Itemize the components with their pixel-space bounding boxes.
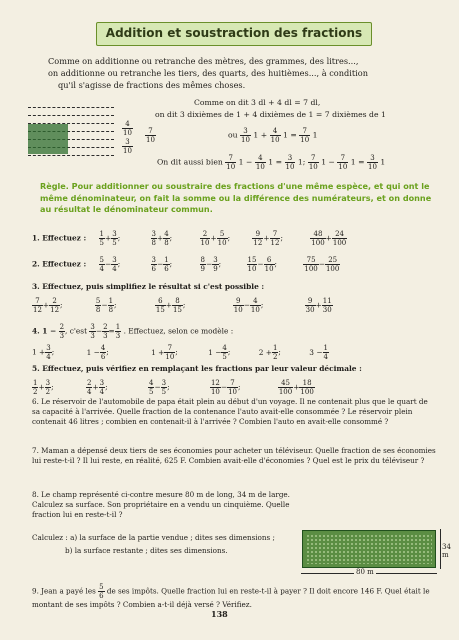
intro-line-2: on additionne ou retranche les tiers, des quarts, des huitièmes..., à condition: [48, 68, 368, 79]
field-width-line: [440, 529, 441, 569]
intro-line-3: qu'il s'agisse de fractions des mêmes choses.: [58, 80, 246, 91]
intro-line-1: Comme on additionne ou retranche des mètres, des grammes, des litres...,: [48, 56, 359, 66]
field-length-label: 80 m: [356, 568, 374, 576]
shaded-fraction-bar: [28, 124, 68, 154]
exercise-3: 3. Effectuez, puis simplifiez le résultat si c'est possible : $\frac{7}{12}$ + $\frac{2}{12}$ ; $\frac{5}{8}$ − $\frac{1}{8}$ ; $\frac{6}{15}$ + $\frac{8}{15}$ ; $\frac{9}{10}$ − $\frac{4}{10}$ ; $\frac{9}{30}$ + $\frac{11}{30}$: [32, 282, 332, 314]
exercise-2: 2. Effectuez : $\frac{5}{4}$ − $\frac{3}{4}$ ; $\frac{3}{6}$ − $\frac{1}{6}$ ; $\frac{8}{9}$ − $\frac{3}{9}$ ; $\frac{15}{10}$ − $\frac{6}{10}$ ; $\frac{75}{100}$ − $\frac{25}{100}$: [32, 256, 340, 273]
left-fractions: 4 10 3 10: [123, 120, 132, 155]
intro-paragraph: [48, 55, 438, 92]
exercise-8c: b) la surface restante ; dites ses dimensions.: [65, 546, 228, 555]
example-line-2: on dit 3 dixièmes de 1 + 4 dixièmes de 1 = 7 dixièmes de 1: [155, 110, 386, 119]
rule-text: Règle. Pour additionner ou soustraire des fractions d'une même espèce, et qui ont le même dénominateur, on fait la somme ou la différence des numérateurs, et on donne au résultat le dénominateur commun.: [40, 181, 432, 215]
exercise-7: 7. Maman a dépensé deux tiers de ses économies pour acheter un téléviseur. Quelle fraction de ses économies lui reste-t-il ? Il lui reste, en réalité, 625 F. Combien avait-elle d'économies ? Quel est le prix du téléviseur ?: [32, 446, 436, 465]
exercise-9: 9. Jean a payé les $\frac{5}{6}$ de ses impôts. Quelle fraction lui en reste-t-il à payer ? Il doit encore 146 F. Quel était le montant de ses impôts ? Combien a-t-il déjà versé ? Vérifiez.: [32, 583, 430, 609]
example-line-3: ou $\frac{3}{10}$ 1 + $\frac{4}{10}$ 1 = $\frac{7}{10}$ 1: [228, 127, 318, 144]
exercise-8a: 8. Le champ représenté ci-contre mesure 80 m de long, 34 m de large. Calculez sa surface. Son propriétaire en a vendu un cinquième. Quelle fraction lui en reste-t-il ?: [32, 490, 290, 519]
page-title: Addition et soustraction des fractions: [105, 26, 363, 40]
exercise-5: 5. Effectuez, puis vérifiez en remplaçant les fractions par leur valeur décimale : $\frac{1}{2}$ + $\frac{3}{2}$ ; $\frac{2}{4}$ + $\frac{3}{4}$ ; $\frac{4}{5}$ − $\frac{3}{5}$ ; $\frac{12}{10}$ − $\frac{7}{10}$ ; $\frac{45}{100}$ + $\frac{18}{100}$: [32, 364, 362, 396]
field-texture: [306, 534, 432, 564]
example-line-1: Comme on dit 3 dl + 4 dl = 7 dl,: [194, 98, 321, 107]
page-number: 138: [211, 609, 228, 619]
field-width-label: 34 m: [442, 543, 451, 559]
exercise-6: 6. Le réservoir de l'automobile de papa était plein au début d'un voyage. Il ne contenait plus que le quart de sa capacité à l'arrivée. Quelle fraction de la contenance l'auto avait-elle consommée ? Le réservoir plein contenait 46 litres ; combien en contenait-il à l'arrivée ? Combien l'auto en avait-elle consommé ?: [32, 397, 428, 426]
exercise-4: 4. 1 − $\frac{2}{3}$ , c'est $\frac{3}{3}$ − $\frac{2}{3}$ = $\frac{1}{3}$ . Effectuez, selon ce modèle : 1 + $\frac{3}{4}$ ; 1 − $\frac{4}{6}$ ; 1 + $\frac{7}{10}$ ; 1 − $\frac{4}{5}$ ; 2 + $\frac{1}{2}$ ; 3 − $\frac{1}{4}$: [32, 323, 328, 361]
example-line-4: On dit aussi bien $\frac{7}{10}$ 1 − $\frac{4}{10}$ 1 = $\frac{3}{10}$ 1; $\frac{7}{10}$ 1 − $\frac{7}{10}$ 1 = $\frac{3}{10}$ 1: [157, 154, 386, 171]
seven-tenths: $\frac{7}{10}$: [146, 127, 155, 144]
exercise-1: 1. Effectuez : $\frac{1}{5}$ + $\frac{3}{5}$ ; $\frac{3}{8}$ + $\frac{4}{8}$ ; $\frac{2}{10}$ + $\frac{5}{10}$ ; $\frac{9}{12}$ + $\frac{7}{12}$ ; $\frac{48}{100}$ + $\frac{24}{100}$: [32, 230, 347, 247]
exercise-8b: Calculez : a) la surface de la partie vendue ; dites ses dimensions ;: [32, 533, 275, 542]
